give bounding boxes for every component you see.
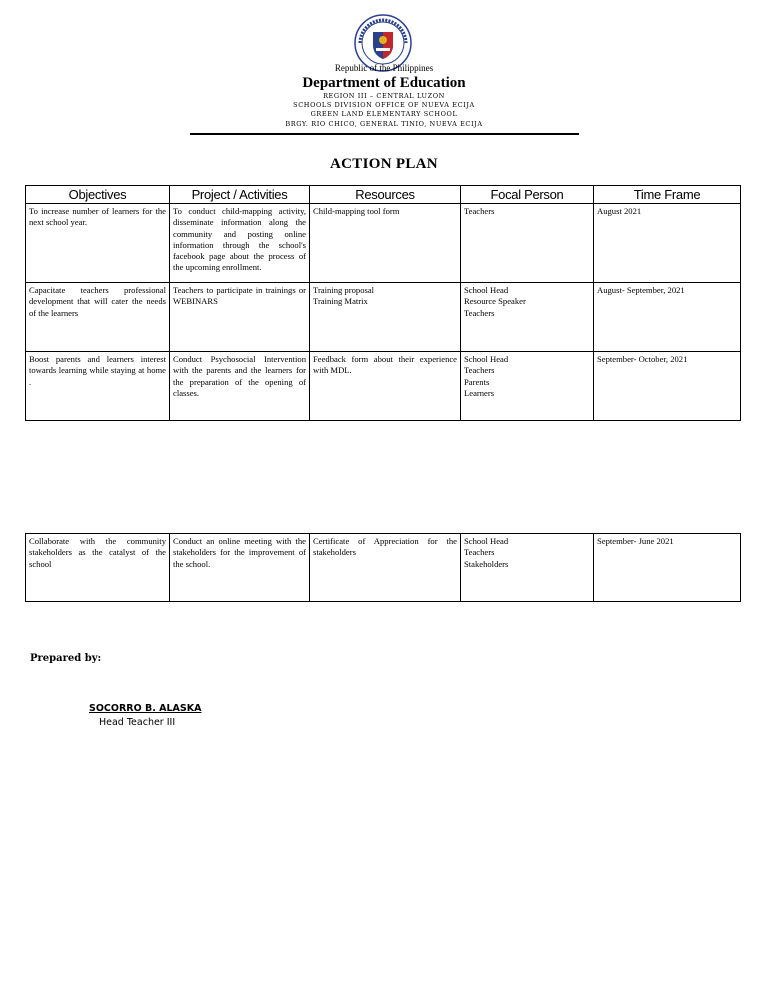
- division-line: SCHOOLS DIVISION OFFICE OF NUEVA ECIJA: [293, 101, 475, 109]
- region-line: REGION III – CENTRAL LUZON: [323, 92, 445, 100]
- signatory-name: SOCORRO B. ALASKA: [89, 703, 202, 714]
- table-row: [26, 204, 741, 283]
- objective-cell: Boost parents and learners interest towards learning while staying at home .: [26, 352, 170, 421]
- department-name: Department of Education: [302, 75, 466, 91]
- republic-line: Republic of the Philippines: [334, 63, 434, 73]
- time-frame-cell: September- June 2021: [594, 534, 741, 602]
- resource-item: Training proposal: [313, 285, 375, 295]
- time-frame-cell: August- September, 2021: [594, 283, 741, 352]
- signatory-position: Head Teacher III: [99, 717, 176, 728]
- resources-cell: [310, 283, 461, 352]
- time-frame-cell: August 2021: [594, 204, 741, 283]
- activity-cell: Teachers to participate in trainings or WEBINARS: [170, 283, 310, 352]
- activity-cell: Conduct Psychosocial Intervention with the parents and the learners for the preparation of the opening of classes.: [170, 352, 310, 421]
- focal-person: Learners: [464, 387, 495, 398]
- column-header-resources: Resources: [310, 186, 461, 204]
- table-row: [26, 534, 741, 602]
- column-header-focal-person: Focal Person: [461, 186, 594, 204]
- activity-cell: Conduct an online meeting with the stakeholders for the improvement of the school.: [170, 534, 310, 602]
- table-row: [26, 352, 741, 421]
- resources-cell: Feedback form about their experience with MDL.: [310, 352, 461, 421]
- column-header-time-frame: Time Frame: [594, 186, 741, 204]
- resource-item: Training Matrix: [313, 296, 368, 307]
- school-line: GREEN LAND ELEMENTARY SCHOOL: [310, 110, 458, 118]
- resources-cell: Child-mapping tool form: [310, 204, 461, 283]
- focal-person: School Head: [464, 536, 509, 546]
- focal-person: Teachers: [464, 365, 495, 376]
- address-line: BRGY. RIO CHICO, GENERAL TINIO, NUEVA ECIJA: [285, 120, 483, 128]
- focal-person-cell: [461, 204, 594, 283]
- focal-person: Parents: [464, 376, 490, 387]
- focal-person: School Head: [464, 285, 509, 295]
- objective-cell: To increase number of learners for the next school year.: [26, 204, 170, 283]
- focal-person: Teachers: [464, 307, 495, 318]
- focal-person: Teachers: [464, 206, 495, 216]
- table-row: [26, 283, 741, 352]
- prepared-by-label: Prepared by:: [30, 653, 102, 664]
- focal-person: Teachers: [464, 547, 495, 558]
- objective-cell: Collaborate with the community stakeholders as the catalyst of the school: [26, 534, 170, 602]
- focal-person: Stakeholders: [464, 558, 509, 569]
- resources-cell: Certificate of Appreciation for the stakeholders: [310, 534, 461, 602]
- focal-person-cell: [461, 352, 594, 421]
- action-plan-table: [25, 185, 741, 421]
- time-frame-cell: September- October, 2021: [594, 352, 741, 421]
- action-plan-table-continued: [25, 533, 741, 602]
- focal-person-cell: [461, 534, 594, 602]
- activity-cell: To conduct child-mapping activity, disseminate information along the community and posting online information through the school's facebook page about the process of the upcoming enrollment.: [170, 204, 310, 283]
- table-header-row: [26, 186, 741, 204]
- column-header-activities: Project / Activities: [170, 186, 310, 204]
- focal-person: School Head: [464, 354, 509, 364]
- objective-cell: Capacitate teachers professional development that will cater the needs of the learners: [26, 283, 170, 352]
- header-divider: [190, 133, 579, 135]
- document-title: ACTION PLAN: [330, 156, 438, 172]
- focal-person-cell: [461, 283, 594, 352]
- focal-person: Resource Speaker: [464, 296, 526, 307]
- column-header-objectives: Objectives: [26, 186, 170, 204]
